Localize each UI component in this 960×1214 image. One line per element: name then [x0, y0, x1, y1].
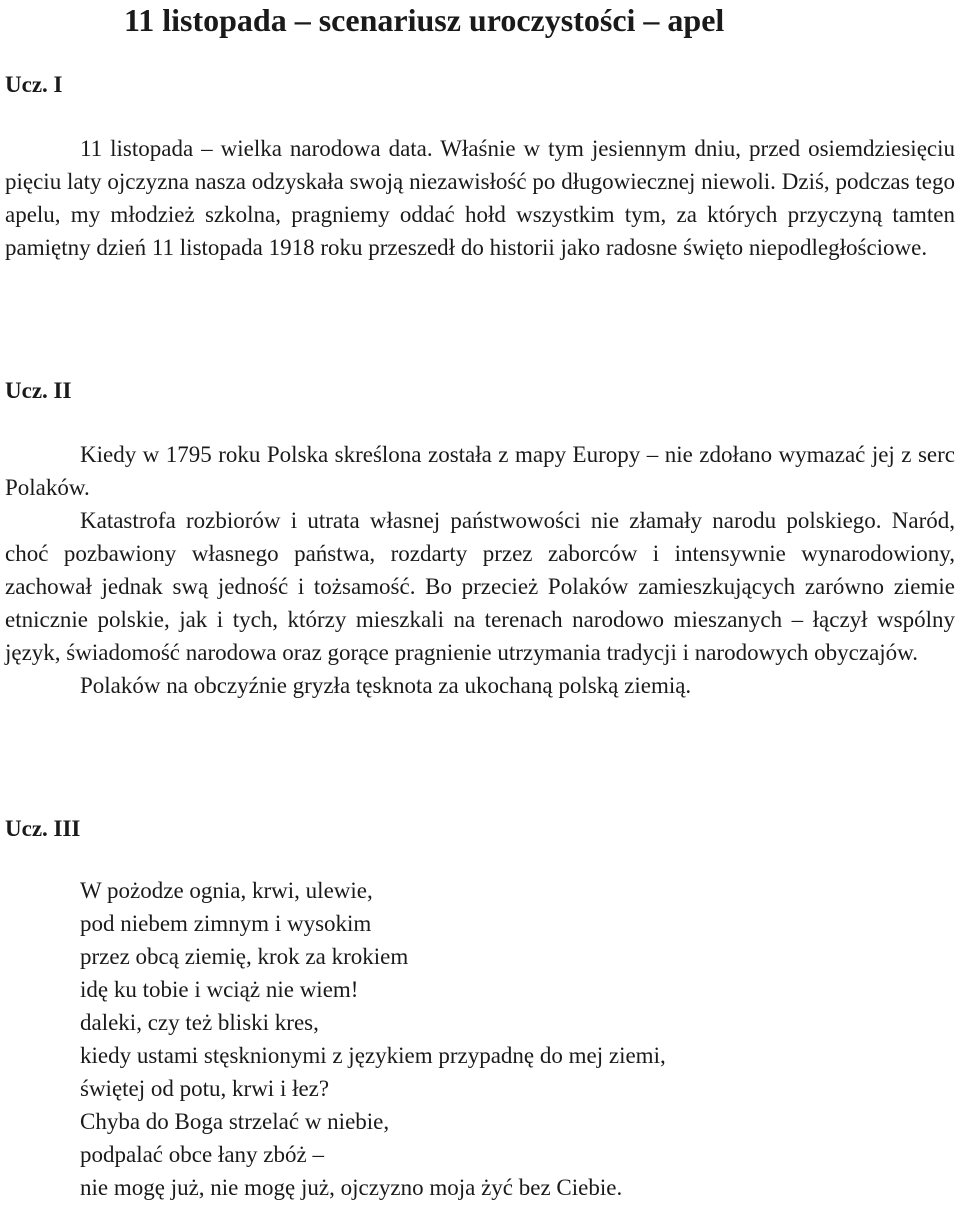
poem-line: przez obcą ziemię, krok za krokiem — [80, 944, 409, 969]
poem-line: daleki, czy też bliski kres, — [80, 1010, 319, 1035]
section-2-text — [5, 438, 955, 702]
poem-line: podpalać obce łany zbóż – — [80, 1142, 324, 1167]
speaker-label-2: Ucz. II — [5, 378, 72, 403]
section-1-text — [5, 132, 955, 264]
poem-line: pod niebem zimnym i wysokim — [80, 911, 372, 936]
poem-line: nie mogę już, nie mogę już, ojczyzno moja żyć bez Ciebie. — [80, 1175, 623, 1200]
poem-line: idę ku tobie i wciąż nie wiem! — [80, 977, 359, 1002]
paragraph: Kiedy w 1795 roku Polska skreślona została z mapy Europy – nie zdołano wymazać jej z serc Polaków. — [5, 442, 955, 500]
poem — [80, 874, 940, 1204]
speaker-label-3: Ucz. III — [5, 816, 81, 841]
poem-line: kiedy ustami stęsknionymi z językiem przypadnę do mej ziemi, — [80, 1043, 666, 1068]
paragraph: Katastrofa rozbiorów i utrata własnej państwowości nie złamały narodu polskiego. Naród, choć pozbawiony własnego państwa, rozdarty przez zaborców i intensywnie wynarodowiony, zachował jednak swą jedność i tożsamość. Bo przecież Polaków zamieszkujących zarówno ziemie etnicznie polskie, jak i tych, którzy mieszkali na terenach narodowo mieszanych – łączył wspólny język, świadomość narodowa oraz gorące pragnienie utrzymania tradycji i narodowych obyczajów. — [5, 508, 955, 665]
poem-line: Chyba do Boga strzelać w niebie, — [80, 1109, 390, 1134]
paragraph: Polaków na obczyźnie gryzła tęsknota za ukochaną polską ziemią. — [80, 673, 692, 698]
page-title: 11 listopada – scenariusz uroczystości – apel — [124, 2, 725, 38]
paragraph: 11 listopada – wielka narodowa data. Właśnie w tym jesiennym dniu, przed osiemdziesięciu pięciu laty ojczyzna nasza odzyskała swoją niezawisłość po długowiecznej niewoli. Dziś, podczas tego apelu, my młodzież szkolna, pragniemy oddać hołd wszystkim tym, za których przyczyną tamten pamiętny dzień 11 listopada 1918 roku przeszedł do historii jako radosne święto niepodległościowe. — [5, 136, 955, 260]
speaker-label-1: Ucz. I — [5, 72, 63, 97]
poem-line: świętej od potu, krwi i łez? — [80, 1076, 330, 1101]
poem-line: W pożodze ognia, krwi, ulewie, — [80, 878, 373, 903]
